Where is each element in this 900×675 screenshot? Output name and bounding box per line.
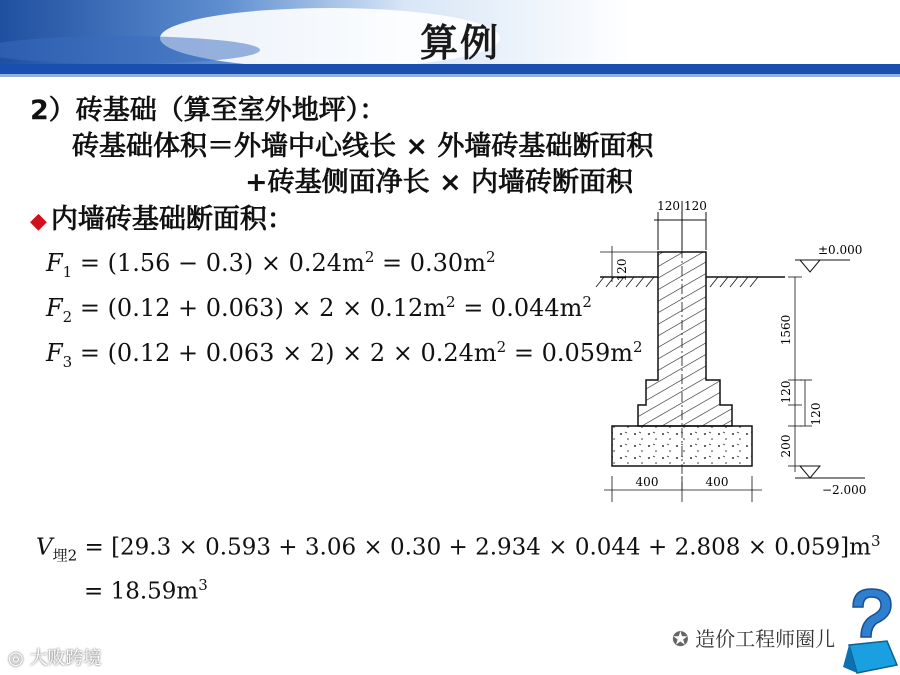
svg-text:±0.000: ±0.000 bbox=[818, 243, 863, 257]
top-dimension bbox=[654, 199, 707, 250]
svg-text:120: 120 bbox=[809, 402, 823, 426]
formula-text-line-1: 砖基础体积＝外墙中心线长 × 外墙砖基础断面积 bbox=[72, 131, 654, 162]
bullet-heading bbox=[30, 197, 294, 236]
svg-text:120|120: 120|120 bbox=[657, 199, 707, 213]
svg-text:120: 120 bbox=[615, 258, 629, 282]
formula-volume-result: = $18.59m^3$ bbox=[84, 576, 208, 605]
elevation-top bbox=[795, 243, 862, 272]
svg-text:200: 200 bbox=[779, 434, 793, 458]
formula-volume: $V_{埋2} = [29.3 \times 0.593 + 3.06 \times 0.30 + 2.934 \times 0.044 + 2.808 \times 0.059]m^3$ bbox=[36, 532, 881, 565]
formula-text-line-2: +砖基侧面净长 × 内墙砖断面积 bbox=[245, 167, 634, 198]
svg-text:−2.000: −2.000 bbox=[822, 483, 867, 497]
section-heading: 2）砖基础（算至室外地坪）： bbox=[30, 95, 387, 126]
svg-text:120: 120 bbox=[779, 380, 793, 404]
svg-text:1560: 1560 bbox=[779, 314, 793, 346]
slide-title: 算例 bbox=[419, 21, 500, 65]
formula-f1: $F_1 = (1.56 - 0.3) \times 0.24m^2 = 0.30m^2$ bbox=[46, 248, 496, 281]
wechat-icon: ✪ bbox=[672, 627, 696, 651]
foundation-section-diagram bbox=[590, 190, 880, 510]
bullet-heading-text: 内墙砖基础断面积： bbox=[50, 204, 294, 235]
elevation-bottom bbox=[795, 466, 866, 497]
concrete-pad bbox=[612, 426, 752, 466]
watermark-wechat: ✪ 造价工程师圈儿 bbox=[672, 627, 836, 651]
question-mark-logo-icon bbox=[835, 585, 900, 675]
diamond-bullet-icon: ◆ bbox=[30, 209, 47, 234]
formula-f3: $F_3 = (0.12 + 0.063 \times 2) \times 2 \times 0.24m^2 = 0.059m^2$ bbox=[46, 338, 643, 371]
brick-footing bbox=[638, 252, 732, 426]
formula-f2: $F_2 = (0.12 + 0.063) \times 2 \times 0.12m^2 = 0.044m^2$ bbox=[46, 293, 592, 326]
watermark-left: ◎ 大败跨境 bbox=[8, 648, 102, 669]
svg-text:400: 400 bbox=[705, 475, 729, 489]
weibo-icon: ◎ bbox=[8, 648, 30, 669]
svg-text:400: 400 bbox=[635, 475, 659, 489]
